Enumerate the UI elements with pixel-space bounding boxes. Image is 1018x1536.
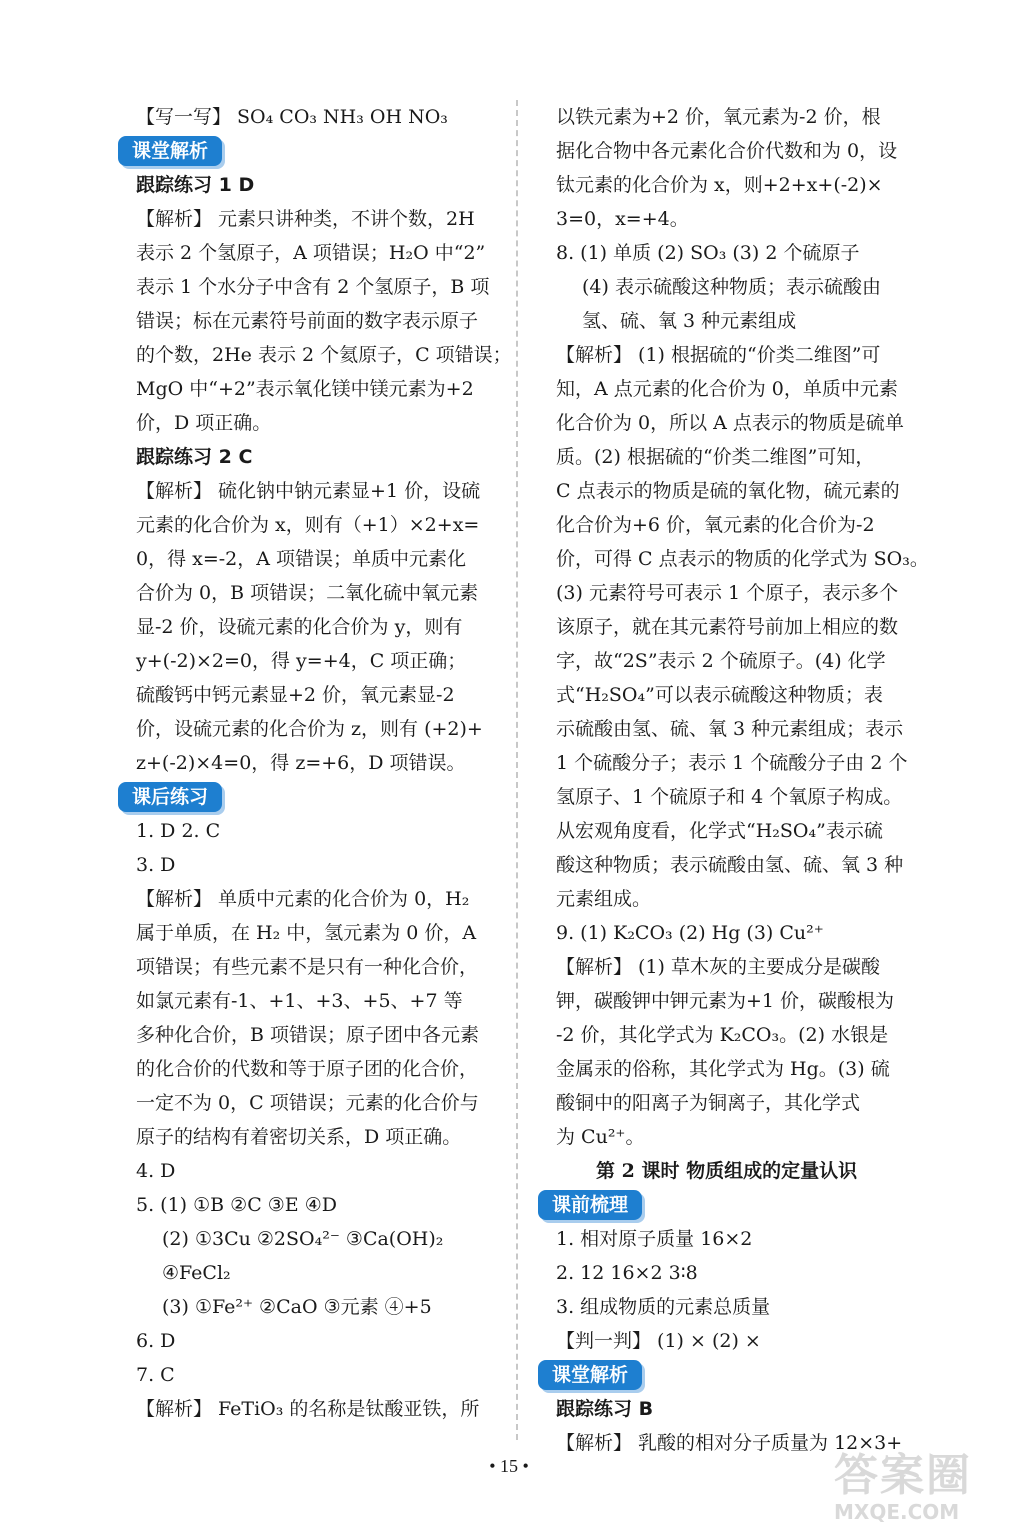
answer-line: 表示 2 个氢原子，A 项错误；H₂O 中“2” xyxy=(136,242,486,264)
lesson-title: 第 2 课时 物质组成的定量认识 xyxy=(596,1160,858,1182)
page-number: • 15 • xyxy=(489,1456,529,1476)
answer-line: (3) ①Fe²⁺ ②CaO ③元素 ④+5 xyxy=(162,1296,432,1318)
answer-line: 项错误；有些元素不是只有一种化合价， xyxy=(136,956,479,978)
answer-line: 【解析】 (1) 草木灰的主要成分是碳酸 xyxy=(556,956,880,978)
answer-line: 硫酸钙中钙元素显+2 价，氧元素显-2 xyxy=(136,684,455,706)
answer-line: 价，设硫元素的化合价为 z，则有 (+2)+ xyxy=(136,718,483,740)
answer-line: 从宏观角度看，化学式“H₂SO₄”表示硫 xyxy=(556,820,883,842)
answer-line: 元素的化合价为 x，则有（+1）×2+x= xyxy=(136,514,480,536)
answer-line: 6. D xyxy=(136,1330,176,1352)
section-heading-badge: 课堂解析 xyxy=(118,136,222,166)
answer-line: 酸这种物质；表示硫酸由氢、硫、氧 3 种 xyxy=(556,854,904,876)
answer-line: 1. D 2. C xyxy=(136,820,221,842)
answer-line: 【解析】 (1) 根据硫的“价类二维图”可 xyxy=(556,344,881,366)
answer-line: 元素组成。 xyxy=(556,888,652,910)
watermark-url: MXQE.COM xyxy=(834,1500,960,1524)
answer-line: z+(-2)×4=0，得 z=+6，D 项错误。 xyxy=(136,752,466,774)
answer-line: 【解析】 FeTiO₃ 的名称是钛酸亚铁，所 xyxy=(136,1398,480,1420)
answer-line: 酸铜中的阳离子为铜离子，其化学式 xyxy=(556,1092,861,1114)
answer-line: (3) 元素符号可表示 1 个原子，表示多个 xyxy=(556,582,899,604)
answer-line: 3. 组成物质的元素总质量 xyxy=(556,1296,771,1318)
answer-line: 合价为 0，B 项错误；二氧化硫中氧元素 xyxy=(136,582,479,604)
left-column xyxy=(132,100,512,1426)
section-heading-badge: 课后练习 xyxy=(118,782,222,812)
answer-line: 价，可得 C 点表示的物质的化学式为 SO₃。 xyxy=(556,548,929,570)
answer-line: 字，故“2S”表示 2 个硫原子。(4) 化学 xyxy=(556,650,886,672)
answer-line: 以铁元素为+2 价，氧元素为-2 价，根 xyxy=(556,106,881,128)
answer-line: 钛元素的化合价为 x，则+2+x+(-2)× xyxy=(556,174,883,196)
answer-line: 一定不为 0，C 项错误；元素的化合价与 xyxy=(136,1092,479,1114)
exercise-label: 跟踪练习 B xyxy=(556,1398,654,1420)
answer-line: 氢原子、1 个硫原子和 4 个氧原子构成。 xyxy=(556,786,903,808)
answer-line: 显-2 价，设硫元素的化合价为 y，则有 xyxy=(136,616,463,638)
answer-line: 5. (1) ①B ②C ③E ④D xyxy=(136,1194,337,1216)
answer-line: 3=0，x=+4。 xyxy=(556,208,689,230)
answer-line: 【解析】 硫化钠中钠元素显+1 价，设硫 xyxy=(136,480,481,502)
answer-line: 表示 1 个水分子中含有 2 个氢原子，B 项 xyxy=(136,276,490,298)
answer-line: 该原子，就在其元素符号前加上相应的数 xyxy=(556,616,899,638)
watermark-logo: 答案圈 xyxy=(834,1450,972,1501)
answer-line: 价，D 项正确。 xyxy=(136,412,272,434)
answer-line: -2 价，其化学式为 K₂CO₃。(2) 水银是 xyxy=(556,1024,889,1046)
answer-line: (2) ①3Cu ②2SO₄²⁻ ③Ca(OH)₂ xyxy=(162,1228,444,1250)
answer-line: 式“H₂SO₄”可以表示硫酸这种物质；表 xyxy=(556,684,883,706)
answer-line: 【解析】 元素只讲种类，不讲个数，2H xyxy=(136,208,475,230)
answer-line: 示硫酸由氢、硫、氧 3 种元素组成；表示 xyxy=(556,718,904,740)
answer-line: 如氯元素有-1、+1、+3、+5、+7 等 xyxy=(136,990,463,1012)
answer-line: C 点表示的物质是硫的氧化物，硫元素的 xyxy=(556,480,900,502)
section-heading-row xyxy=(118,780,498,814)
answer-line: 9. (1) K₂CO₃ (2) Hg (3) Cu²⁺ xyxy=(556,922,824,944)
right-column xyxy=(552,100,929,1460)
answer-line: 4. D xyxy=(136,1160,176,1182)
answer-line: 钾，碳酸钾中钾元素为+1 价，碳酸根为 xyxy=(556,990,895,1012)
section-heading-row xyxy=(538,1188,918,1222)
answer-line: 化合价为 0，所以 A 点表示的物质是硫单 xyxy=(556,412,904,434)
answer-line: 多种化合价，B 项错误；原子团中各元素 xyxy=(136,1024,480,1046)
answer-line: 2. 12 16×2 3∶8 xyxy=(556,1262,698,1284)
answer-line: 1 个硫酸分子；表示 1 个硫酸分子由 2 个 xyxy=(556,752,908,774)
answer-line: 知，A 点元素的化合价为 0，单质中元素 xyxy=(556,378,898,400)
column-divider xyxy=(516,100,518,1440)
section-heading-row xyxy=(538,1358,918,1392)
answer-line: 化合价为+6 价，氧元素的化合价为-2 xyxy=(556,514,875,536)
answer-line: 3. D xyxy=(136,854,176,876)
section-heading-badge: 课前梳理 xyxy=(538,1190,642,1220)
answer-line: 金属汞的俗称，其化学式为 Hg。(3) 硫 xyxy=(556,1058,890,1080)
answer-line: 【写一写】 SO₄ CO₃ NH₃ OH NO₃ xyxy=(136,106,448,128)
answer-line: 质。(2) 根据硫的“价类二维图”可知， xyxy=(556,446,875,468)
answer-line: 【解析】 乳酸的相对分子质量为 12×3+ xyxy=(556,1432,903,1454)
answer-line: (4) 表示硫酸这种物质；表示硫酸由 xyxy=(582,276,881,298)
section-heading-row xyxy=(118,134,498,168)
answer-line: 【判一判】 (1) × (2) × xyxy=(556,1330,761,1352)
exercise-label: 跟踪练习 1 D xyxy=(136,174,255,196)
watermark xyxy=(834,1452,1004,1528)
answer-line: 7. C xyxy=(136,1364,175,1386)
exercise-label: 跟踪练习 2 C xyxy=(136,446,253,468)
answer-line: 为 Cu²⁺。 xyxy=(556,1126,645,1148)
answer-line: 据化合物中各元素化合价代数和为 0，设 xyxy=(556,140,898,162)
answer-line: 属于单质，在 H₂ 中，氢元素为 0 价，A xyxy=(136,922,477,944)
answer-line: y+(-2)×2=0，得 y=+4，C 项正确； xyxy=(136,650,467,672)
section-heading-badge: 课堂解析 xyxy=(538,1360,642,1390)
answer-line: 氢、硫、氧 3 种元素组成 xyxy=(582,310,797,332)
answer-line: 8. (1) 单质 (2) SO₃ (3) 2 个硫原子 xyxy=(556,242,860,264)
answer-line: 原子的结构有着密切关系，D 项正确。 xyxy=(136,1126,462,1148)
answer-line: 【解析】 单质中元素的化合价为 0，H₂ xyxy=(136,888,470,910)
answer-line: 错误；标在元素符号前面的数字表示原子 xyxy=(136,310,479,332)
answer-line: MgO 中“+2”表示氧化镁中镁元素为+2 xyxy=(136,378,474,400)
answer-line: 的个数，2He 表示 2 个氦原子，C 项错误； xyxy=(136,344,512,366)
answer-line: ④FeCl₂ xyxy=(162,1262,231,1284)
answer-line: 0，得 x=-2，A 项错误；单质中元素化 xyxy=(136,548,467,570)
answer-line: 1. 相对原子质量 16×2 xyxy=(556,1228,753,1250)
answer-line: 的化合价的代数和等于原子团的化合价， xyxy=(136,1058,479,1080)
